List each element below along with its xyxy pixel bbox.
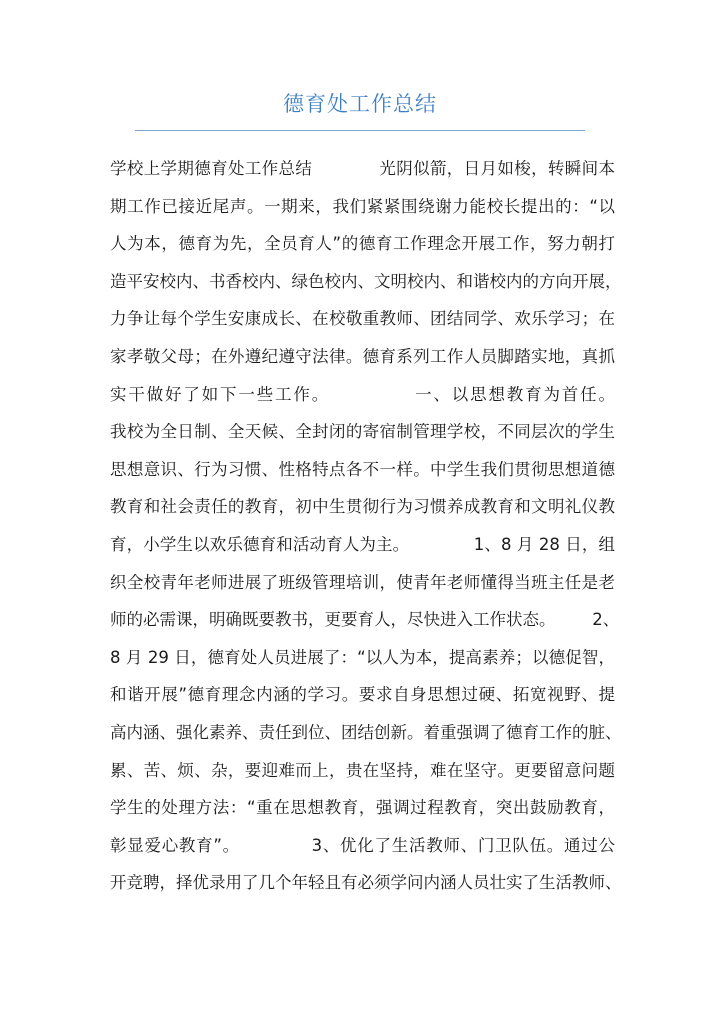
body-line: 人为本，德育为先，全员育人”的德育工作理念开展工作，努力朝打 xyxy=(110,234,615,254)
body-line: 实干做好了如下一些工作。 一、以思想教育为首任。 xyxy=(110,384,615,404)
document-body xyxy=(110,150,622,902)
body-line: 学生的处理方法：“重在思想教育，强调过程教育，突出鼓励教育， xyxy=(110,798,615,818)
body-line: 教育和社会责任的教育，初中生贯彻行为习惯养成教育和文明礼仪教 xyxy=(110,497,615,517)
body-line: 思想意识、行为习惯、性格特点各不一样。中学生我们贯彻思想道德 xyxy=(110,459,615,479)
body-line: 高内涵、强化素养、责任到位、团结创新。着重强调了德育工作的脏、 xyxy=(110,722,622,742)
body-line: 和谐开展”德育理念内涵的学习。要求自身思想过硬、拓宽视野、提 xyxy=(110,685,615,705)
body-line: 学校上学期德育处工作总结 光阴似箭，日月如梭，转瞬间本 xyxy=(110,159,615,178)
body-line: 8 月 29 日，德育处人员进展了：“以人为本，提高素养；以德促智， xyxy=(110,647,615,667)
body-line: 造平安校内、书香校内、绿色校内、文明校内、和谐校内的方向开展， xyxy=(110,271,622,291)
title-divider xyxy=(135,130,585,131)
body-line: 织全校青年老师进展了班级管理培训，使青年老师懂得当班主任是老 xyxy=(110,572,615,592)
body-line: 开竞聘，择优录用了几个年轻且有必须学问内涵人员壮实了生活教师、 xyxy=(110,873,622,893)
body-line: 师的必需课，明确既要教书，更要育人，尽快进入工作状态。 2、 xyxy=(110,610,620,630)
body-line: 我校为全日制、全天候、全封闭的寄宿制管理学校，不同层次的学生 xyxy=(110,422,615,442)
body-line: 育，小学生以欢乐德育和活动育人为主。 1、8 月 28 日，组 xyxy=(110,534,615,554)
document-title: 德育处工作总结 xyxy=(283,92,437,116)
body-line: 家孝敬父母；在外遵纪遵守法律。德育系列工作人员脚踏实地，真抓 xyxy=(110,346,615,366)
body-line: 期工作已接近尾声。一期来，我们紧紧围绕谢力能校长提出的：“以 xyxy=(110,196,615,216)
body-line: 力争让每个学生安康成长、在校敬重教师、团结同学、欢乐学习；在 xyxy=(110,309,615,329)
body-line: 彰显爱心教育”。 3、优化了生活教师、门卫队伍。通过公 xyxy=(110,835,615,855)
body-line: 累、苦、烦、杂，要迎难而上，贵在坚持，难在坚守。更要留意问题 xyxy=(110,760,615,780)
